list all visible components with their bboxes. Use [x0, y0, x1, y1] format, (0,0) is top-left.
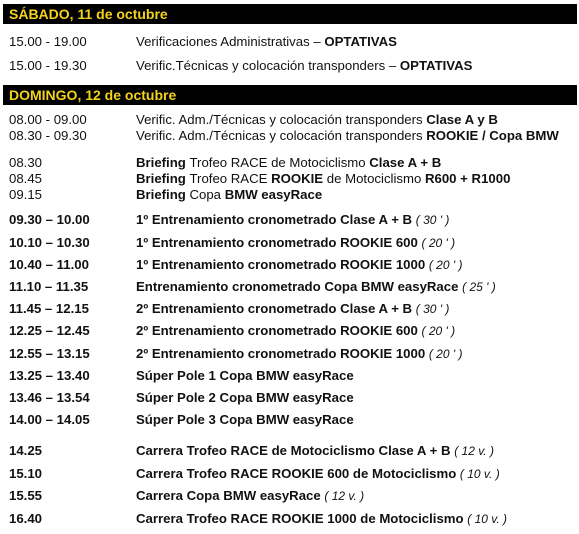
session-text: Súper Pole 1 Copa BMW easyRace — [136, 368, 354, 383]
session-time: 08.45 — [9, 171, 43, 186]
session-text: Briefing — [136, 171, 190, 186]
session-text: Briefing — [136, 155, 190, 170]
session-time: 15.00 - 19.30 — [9, 58, 87, 73]
sunday-header: DOMINGO, 12 de octubre — [3, 85, 577, 105]
session-text: Carrera Trofeo RACE ROOKIE 600 de Motociclismo — [136, 466, 460, 481]
saturday-header: SÁBADO, 11 de octubre — [3, 4, 577, 24]
session-description — [136, 112, 498, 128]
session-text: BMW easyRace — [224, 187, 323, 202]
session-text: 1º Entrenamiento cronometrado ROOKIE 600 — [136, 235, 422, 250]
session-description — [136, 279, 496, 295]
session-description — [136, 323, 455, 339]
session-text: Entrenamiento cronometrado Copa BMW easyRace — [136, 279, 463, 294]
session-time: 14.25 — [9, 443, 43, 458]
session-text: de Motociclismo — [326, 171, 425, 186]
session-text: 1º Entrenamiento cronometrado ROOKIE 1000 — [136, 257, 429, 272]
session-duration: ( 20 ' ) — [421, 236, 456, 250]
session-duration: ( 25 ' ) — [462, 280, 496, 294]
session-time: 11.45 – 12.15 — [9, 301, 89, 316]
session-description — [136, 235, 455, 251]
session-duration: ( 30 ' ) — [415, 302, 450, 316]
session-description — [136, 412, 354, 428]
session-description — [136, 34, 397, 50]
session-text: Verific.Técnicas y colocación transponders – — [136, 58, 400, 73]
session-time: 15.55 — [9, 488, 43, 503]
session-text: Súper Pole 2 Copa BMW easyRace — [136, 390, 354, 405]
session-text: 2º Entrenamiento cronometrado Clase A + B — [136, 301, 416, 316]
session-time: 13.25 – 13.40 — [9, 368, 90, 383]
session-text: OPTATIVAS — [324, 34, 397, 49]
session-text: Carrera Trofeo RACE de Motociclismo Clase A + B — [136, 443, 455, 458]
session-text: Copa — [189, 187, 225, 202]
session-description — [136, 155, 441, 171]
session-description — [136, 390, 354, 406]
session-description — [136, 488, 364, 504]
session-description — [136, 212, 449, 228]
session-description — [136, 301, 449, 317]
session-description — [136, 257, 462, 273]
session-duration: ( 10 v. ) — [459, 467, 500, 481]
session-text: ROOKIE — [271, 171, 327, 186]
session-duration: ( 10 v. ) — [467, 512, 508, 526]
session-text: Trofeo RACE de Motociclismo — [189, 155, 370, 170]
session-time: 08.30 - 09.30 — [9, 128, 87, 143]
session-description — [136, 346, 462, 362]
session-text: Trofeo RACE — [189, 171, 272, 186]
session-description — [136, 171, 510, 187]
session-time: 10.10 – 10.30 — [9, 235, 90, 250]
session-text: Carrera Copa BMW easyRace — [136, 488, 325, 503]
session-time: 14.00 – 14.05 — [9, 412, 90, 427]
session-description — [136, 187, 322, 203]
session-time: 11.10 – 11.35 — [9, 279, 89, 294]
session-text: R600 + R1000 — [424, 171, 511, 186]
session-time: 09.15 — [9, 187, 43, 202]
session-description — [136, 128, 559, 144]
session-text: OPTATIVAS — [399, 58, 473, 73]
session-description — [136, 511, 507, 527]
session-time: 10.40 – 11.00 — [9, 257, 89, 272]
session-description — [136, 58, 472, 74]
session-duration: ( 20 ' ) — [421, 324, 456, 338]
session-duration: ( 20 ' ) — [428, 258, 463, 272]
session-text: Verificaciones Administrativas – — [136, 34, 325, 49]
session-time: 13.46 – 13.54 — [9, 390, 90, 405]
session-text: Súper Pole 3 Copa BMW easyRace — [136, 412, 354, 427]
session-duration: ( 20 ' ) — [428, 347, 463, 361]
session-text: Clase A y B — [426, 112, 498, 127]
session-time: 12.55 – 13.15 — [9, 346, 90, 361]
session-time: 12.25 – 12.45 — [9, 323, 90, 338]
session-description — [136, 443, 494, 459]
session-text: Clase A + B — [369, 155, 442, 170]
session-time: 15.10 — [9, 466, 43, 481]
session-time: 15.00 - 19.00 — [9, 34, 87, 49]
session-text: 2º Entrenamiento cronometrado ROOKIE 600 — [136, 323, 422, 338]
session-time: 16.40 — [9, 511, 43, 526]
session-text: Verific. Adm./Técnicas y colocación transponders — [136, 112, 427, 127]
session-text: Verific. Adm./Técnicas y colocación transponders — [136, 128, 427, 143]
session-text: 2º Entrenamiento cronometrado ROOKIE 1000 — [136, 346, 429, 361]
session-text: Briefing — [136, 187, 190, 202]
session-description — [136, 368, 354, 384]
session-duration: ( 30 ' ) — [415, 213, 450, 227]
session-time: 08.00 - 09.00 — [9, 112, 87, 127]
session-description — [136, 466, 500, 482]
session-time: 09.30 – 10.00 — [9, 212, 90, 227]
session-time: 08.30 — [9, 155, 43, 170]
session-text: Carrera Trofeo RACE ROOKIE 1000 de Motociclismo — [136, 511, 468, 526]
session-text: ROOKIE / Copa BMW — [426, 128, 559, 143]
session-text: 1º Entrenamiento cronometrado Clase A + B — [136, 212, 416, 227]
session-duration: ( 12 v. ) — [454, 444, 494, 458]
session-duration: ( 12 v. ) — [324, 489, 365, 503]
